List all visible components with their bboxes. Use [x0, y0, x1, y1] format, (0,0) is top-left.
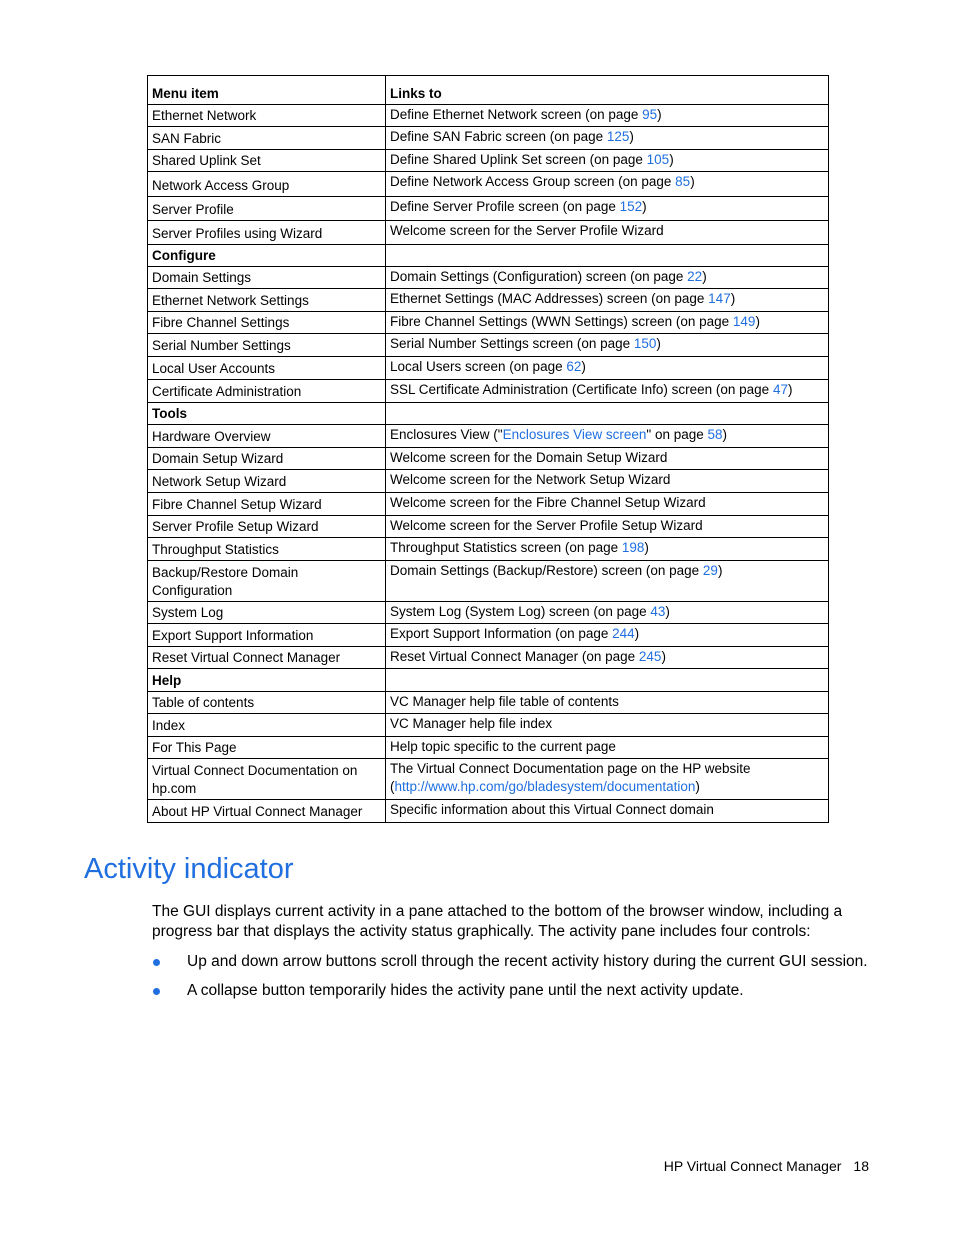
links-to-cell	[386, 624, 829, 647]
table-row	[148, 448, 829, 470]
link-text-suffix: )	[787, 382, 793, 397]
url-link[interactable]: http://www.hp.com/go/bladesystem/documentation	[394, 779, 696, 794]
menu-item-label: For This Page	[152, 740, 237, 755]
menu-item-cell	[148, 647, 386, 669]
menu-item-cell	[148, 800, 386, 823]
links-to-cell	[386, 334, 829, 357]
menu-item-label: Shared Uplink Set	[152, 153, 261, 168]
link-text-suffix: )	[644, 540, 649, 555]
link-text-suffix: )	[642, 199, 647, 214]
bullet-list	[152, 952, 872, 1010]
page-link[interactable]: 22	[687, 269, 703, 284]
links-to-cell	[386, 197, 829, 221]
menu-item-cell	[148, 425, 386, 448]
menu-item-cell	[148, 127, 386, 150]
page-link[interactable]: 29	[702, 563, 718, 578]
menu-item-cell	[148, 493, 386, 516]
link-text: Fibre Channel Settings (WWN Settings) screen (on page	[390, 314, 733, 329]
table-row	[148, 289, 829, 312]
links-to-cell	[386, 516, 829, 538]
table-row	[148, 800, 829, 823]
links-to-cell	[386, 267, 829, 289]
menu-item-label: Ethernet Network Settings	[152, 293, 309, 308]
menu-item-cell	[148, 470, 386, 493]
page-link[interactable]: 47	[772, 382, 788, 397]
bullet-icon	[153, 988, 160, 995]
link-text: Help topic specific to the current page	[390, 739, 616, 754]
link-text-suffix: )	[730, 291, 736, 306]
link-text: Specific information about this Virtual Connect domain	[390, 802, 714, 817]
link-text-suffix: )	[665, 604, 670, 619]
table-header-row	[148, 76, 829, 105]
menu-item-label: Network Access Group	[152, 178, 290, 193]
table-row	[148, 759, 829, 800]
menu-item-cell	[148, 561, 386, 602]
menu-item-cell	[148, 357, 386, 380]
menu-item-cell	[148, 692, 386, 714]
link-text-suffix: )	[661, 649, 666, 664]
link-text: Define SAN Fabric screen (on page	[390, 129, 607, 144]
page-link[interactable]: Enclosures View screen	[502, 427, 647, 442]
table-row	[148, 737, 829, 759]
empty-cell	[386, 669, 829, 692]
list-item	[152, 952, 872, 972]
table-row	[148, 692, 829, 714]
menu-item-cell	[148, 334, 386, 357]
links-to-cell	[386, 602, 829, 624]
section-paragraph: The GUI displays current activity in a pane attached to the bottom of the browser window, including a progress bar that displays the activity status graphically. The activity pane includes four controls:	[152, 903, 843, 940]
menu-links-table	[147, 75, 829, 823]
links-to-cell	[386, 357, 829, 380]
page-link[interactable]: 147	[708, 291, 731, 306]
page-link[interactable]: 62	[566, 359, 582, 374]
menu-item-cell	[148, 516, 386, 538]
menu-item-label: Reset Virtual Connect Manager	[152, 650, 341, 665]
link-text-suffix: )	[717, 563, 723, 578]
links-to-cell	[386, 127, 829, 150]
menu-item-label: Throughput Statistics	[152, 542, 279, 557]
link-text: Throughput Statistics screen (on page	[390, 540, 622, 555]
links-to-cell	[386, 448, 829, 470]
page-link[interactable]: 198	[621, 540, 645, 555]
page-link[interactable]: 245	[638, 649, 662, 664]
menu-item-cell	[148, 380, 386, 403]
page-number: 18	[853, 1158, 869, 1174]
link-text: Ethernet Settings (MAC Addresses) screen (on page	[390, 291, 709, 306]
link-text-suffix: )	[656, 336, 661, 351]
menu-item-label: Index	[152, 718, 186, 733]
link-text: Welcome screen for the Network Setup Wizard	[390, 472, 671, 487]
menu-item-label: Domain Setup Wizard	[152, 451, 284, 466]
links-to-cell	[386, 561, 829, 602]
table-row	[148, 105, 829, 127]
table-row	[148, 602, 829, 624]
page-link[interactable]: 125	[606, 129, 630, 144]
table-body	[148, 76, 829, 823]
table-section-row	[148, 245, 829, 267]
link-text: Export Support Information (on page	[390, 626, 613, 641]
link-text: VC Manager help file index	[390, 716, 553, 731]
menu-item-cell	[148, 150, 386, 172]
menu-item-label: System Log	[152, 605, 224, 620]
empty-cell	[386, 245, 829, 267]
menu-item-cell	[148, 602, 386, 624]
link-text-suffix: " on page	[646, 427, 708, 442]
link-text-suffix: )	[581, 359, 586, 374]
menu-item-cell	[148, 538, 386, 561]
links-to-cell	[386, 470, 829, 493]
link-text: SSL Certificate Administration (Certificate Info) screen (on page	[390, 382, 773, 397]
link-text: VC Manager help file table of contents	[390, 694, 619, 709]
menu-item-label: Local User Accounts	[152, 361, 276, 376]
header-links-to: Links to	[386, 76, 829, 105]
link-text-suffix: )	[634, 626, 640, 641]
menu-item-label: Domain Settings	[152, 270, 252, 285]
table-row	[148, 516, 829, 538]
links-to-cell	[386, 150, 829, 172]
menu-item-label: Fibre Channel Settings	[152, 315, 290, 330]
link-text: Welcome screen for the Fibre Channel Setup Wizard	[390, 495, 706, 510]
section-label: Configure	[148, 245, 386, 267]
link-text-suffix: )	[669, 152, 674, 167]
page-footer	[664, 1158, 869, 1174]
menu-item-label: Backup/Restore Domain	[152, 565, 299, 580]
table-row	[148, 561, 829, 602]
table-row	[148, 221, 829, 245]
link-text: Local Users screen (on page	[390, 359, 567, 374]
link-text: Define Server Profile screen (on page	[390, 199, 620, 214]
page-link[interactable]: 150	[633, 336, 657, 351]
table-row	[148, 493, 829, 516]
section-label: Help	[148, 669, 386, 692]
menu-item-cell	[148, 759, 386, 800]
menu-item-cell	[148, 448, 386, 470]
table-row	[148, 127, 829, 150]
list-item	[152, 981, 872, 1001]
page-link[interactable]: 85	[675, 174, 691, 189]
menu-item-label: Serial Number Settings	[152, 338, 291, 353]
menu-item-label: Server Profiles using Wizard	[152, 226, 323, 241]
links-to-cell	[386, 105, 829, 127]
links-to-cell	[386, 289, 829, 312]
menu-item-label: Certificate Administration	[152, 384, 302, 399]
menu-item-cell	[148, 312, 386, 334]
table-row	[148, 380, 829, 403]
page-link[interactable]: 244	[612, 626, 635, 641]
link-text: Serial Number Settings screen (on page	[390, 336, 634, 351]
menu-item-cell	[148, 289, 386, 312]
menu-item-cell	[148, 105, 386, 127]
menu-item-cell	[148, 267, 386, 289]
page-link[interactable]: 152	[619, 199, 643, 214]
menu-item-cell	[148, 737, 386, 759]
links-to-cell	[386, 493, 829, 516]
links-to-cell	[386, 221, 829, 245]
table-row	[148, 538, 829, 561]
link-text-suffix: )	[755, 314, 760, 329]
links-to-cell	[386, 380, 829, 403]
table-section-row	[148, 403, 829, 425]
link-text: Welcome screen for the Server Profile Setup Wizard	[390, 518, 703, 533]
menu-item-label: About HP Virtual Connect Manager	[152, 804, 363, 819]
page-link[interactable]: 58	[707, 427, 723, 442]
empty-cell	[386, 403, 829, 425]
page-link[interactable]: 105	[646, 152, 670, 167]
link-text: Welcome screen for the Server Profile Wizard	[390, 223, 664, 238]
menu-item-label: SAN Fabric	[152, 131, 222, 146]
links-to-cell	[386, 759, 829, 800]
table-row	[148, 197, 829, 221]
menu-item-label: Fibre Channel Setup Wizard	[152, 497, 322, 512]
link-text: The Virtual Connect Documentation page on the HP website	[390, 761, 751, 776]
link-text: Domain Settings (Backup/Restore) screen (on page	[390, 563, 703, 578]
page-link[interactable]: 149	[732, 314, 756, 329]
menu-item-label-line2: hp.com	[152, 781, 197, 796]
menu-item-cell	[148, 197, 386, 221]
link-text: Define Ethernet Network screen (on page	[390, 107, 643, 122]
links-to-cell	[386, 312, 829, 334]
link-text: Define Network Access Group screen (on page	[390, 174, 676, 189]
page-link[interactable]: 43	[650, 604, 666, 619]
link-text-suffix: )	[702, 269, 707, 284]
section-heading: Activity indicator	[84, 853, 294, 885]
table-section-row	[148, 669, 829, 692]
menu-item-cell	[148, 714, 386, 737]
menu-item-cell	[148, 221, 386, 245]
link-text-suffix: )	[722, 427, 728, 442]
link-text-suffix: )	[690, 174, 695, 189]
table-row	[148, 425, 829, 448]
links-to-cell	[386, 800, 829, 823]
link-text: Enclosures View ("	[390, 427, 503, 442]
links-to-cell	[386, 425, 829, 448]
menu-item-label: Network Setup Wizard	[152, 474, 287, 489]
bullet-text: Up and down arrow buttons scroll through the recent activity history during the current GUI session.	[187, 953, 868, 970]
table-row	[148, 714, 829, 737]
footer-title: HP Virtual Connect Manager	[663, 1158, 842, 1174]
links-to-cell	[386, 172, 829, 197]
table-row	[148, 267, 829, 289]
menu-item-label: Server Profile Setup Wizard	[152, 519, 319, 534]
links-to-cell	[386, 647, 829, 669]
page-link[interactable]: 95	[642, 107, 658, 122]
bullet-icon	[153, 959, 160, 966]
menu-item-cell	[148, 172, 386, 197]
table-row	[148, 334, 829, 357]
header-menu-item: Menu item	[148, 76, 386, 105]
menu-item-label: Export Support Information	[152, 628, 314, 643]
link-text-suffix: )	[695, 779, 700, 794]
menu-item-cell	[148, 624, 386, 647]
table-row	[148, 172, 829, 197]
table-row	[148, 647, 829, 669]
links-to-cell	[386, 714, 829, 737]
menu-item-label: Virtual Connect Documentation on	[152, 763, 358, 778]
table-row	[148, 624, 829, 647]
links-to-cell	[386, 737, 829, 759]
bullet-text: A collapse button temporarily hides the activity pane until the next activity update.	[187, 982, 744, 999]
link-text-suffix: )	[657, 107, 662, 122]
link-text: (	[390, 779, 395, 794]
table-row	[148, 357, 829, 380]
link-text: Reset Virtual Connect Manager (on page	[390, 649, 639, 664]
section-label: Tools	[148, 403, 386, 425]
table-row	[148, 150, 829, 172]
menu-item-label: Server Profile	[152, 202, 234, 217]
link-text: Welcome screen for the Domain Setup Wizard	[390, 450, 668, 465]
link-text-suffix: )	[629, 129, 634, 144]
table-row	[148, 470, 829, 493]
link-text: Define Shared Uplink Set screen (on page	[390, 152, 647, 167]
links-to-cell	[386, 692, 829, 714]
menu-item-label: Ethernet Network	[152, 108, 257, 123]
link-text: Domain Settings (Configuration) screen (on page	[390, 269, 688, 284]
menu-item-label: Hardware Overview	[152, 429, 271, 444]
link-text: System Log (System Log) screen (on page	[390, 604, 651, 619]
menu-item-label: Table of contents	[152, 695, 255, 710]
menu-item-label-line2: Configuration	[152, 583, 233, 598]
table-row	[148, 312, 829, 334]
links-to-cell	[386, 538, 829, 561]
